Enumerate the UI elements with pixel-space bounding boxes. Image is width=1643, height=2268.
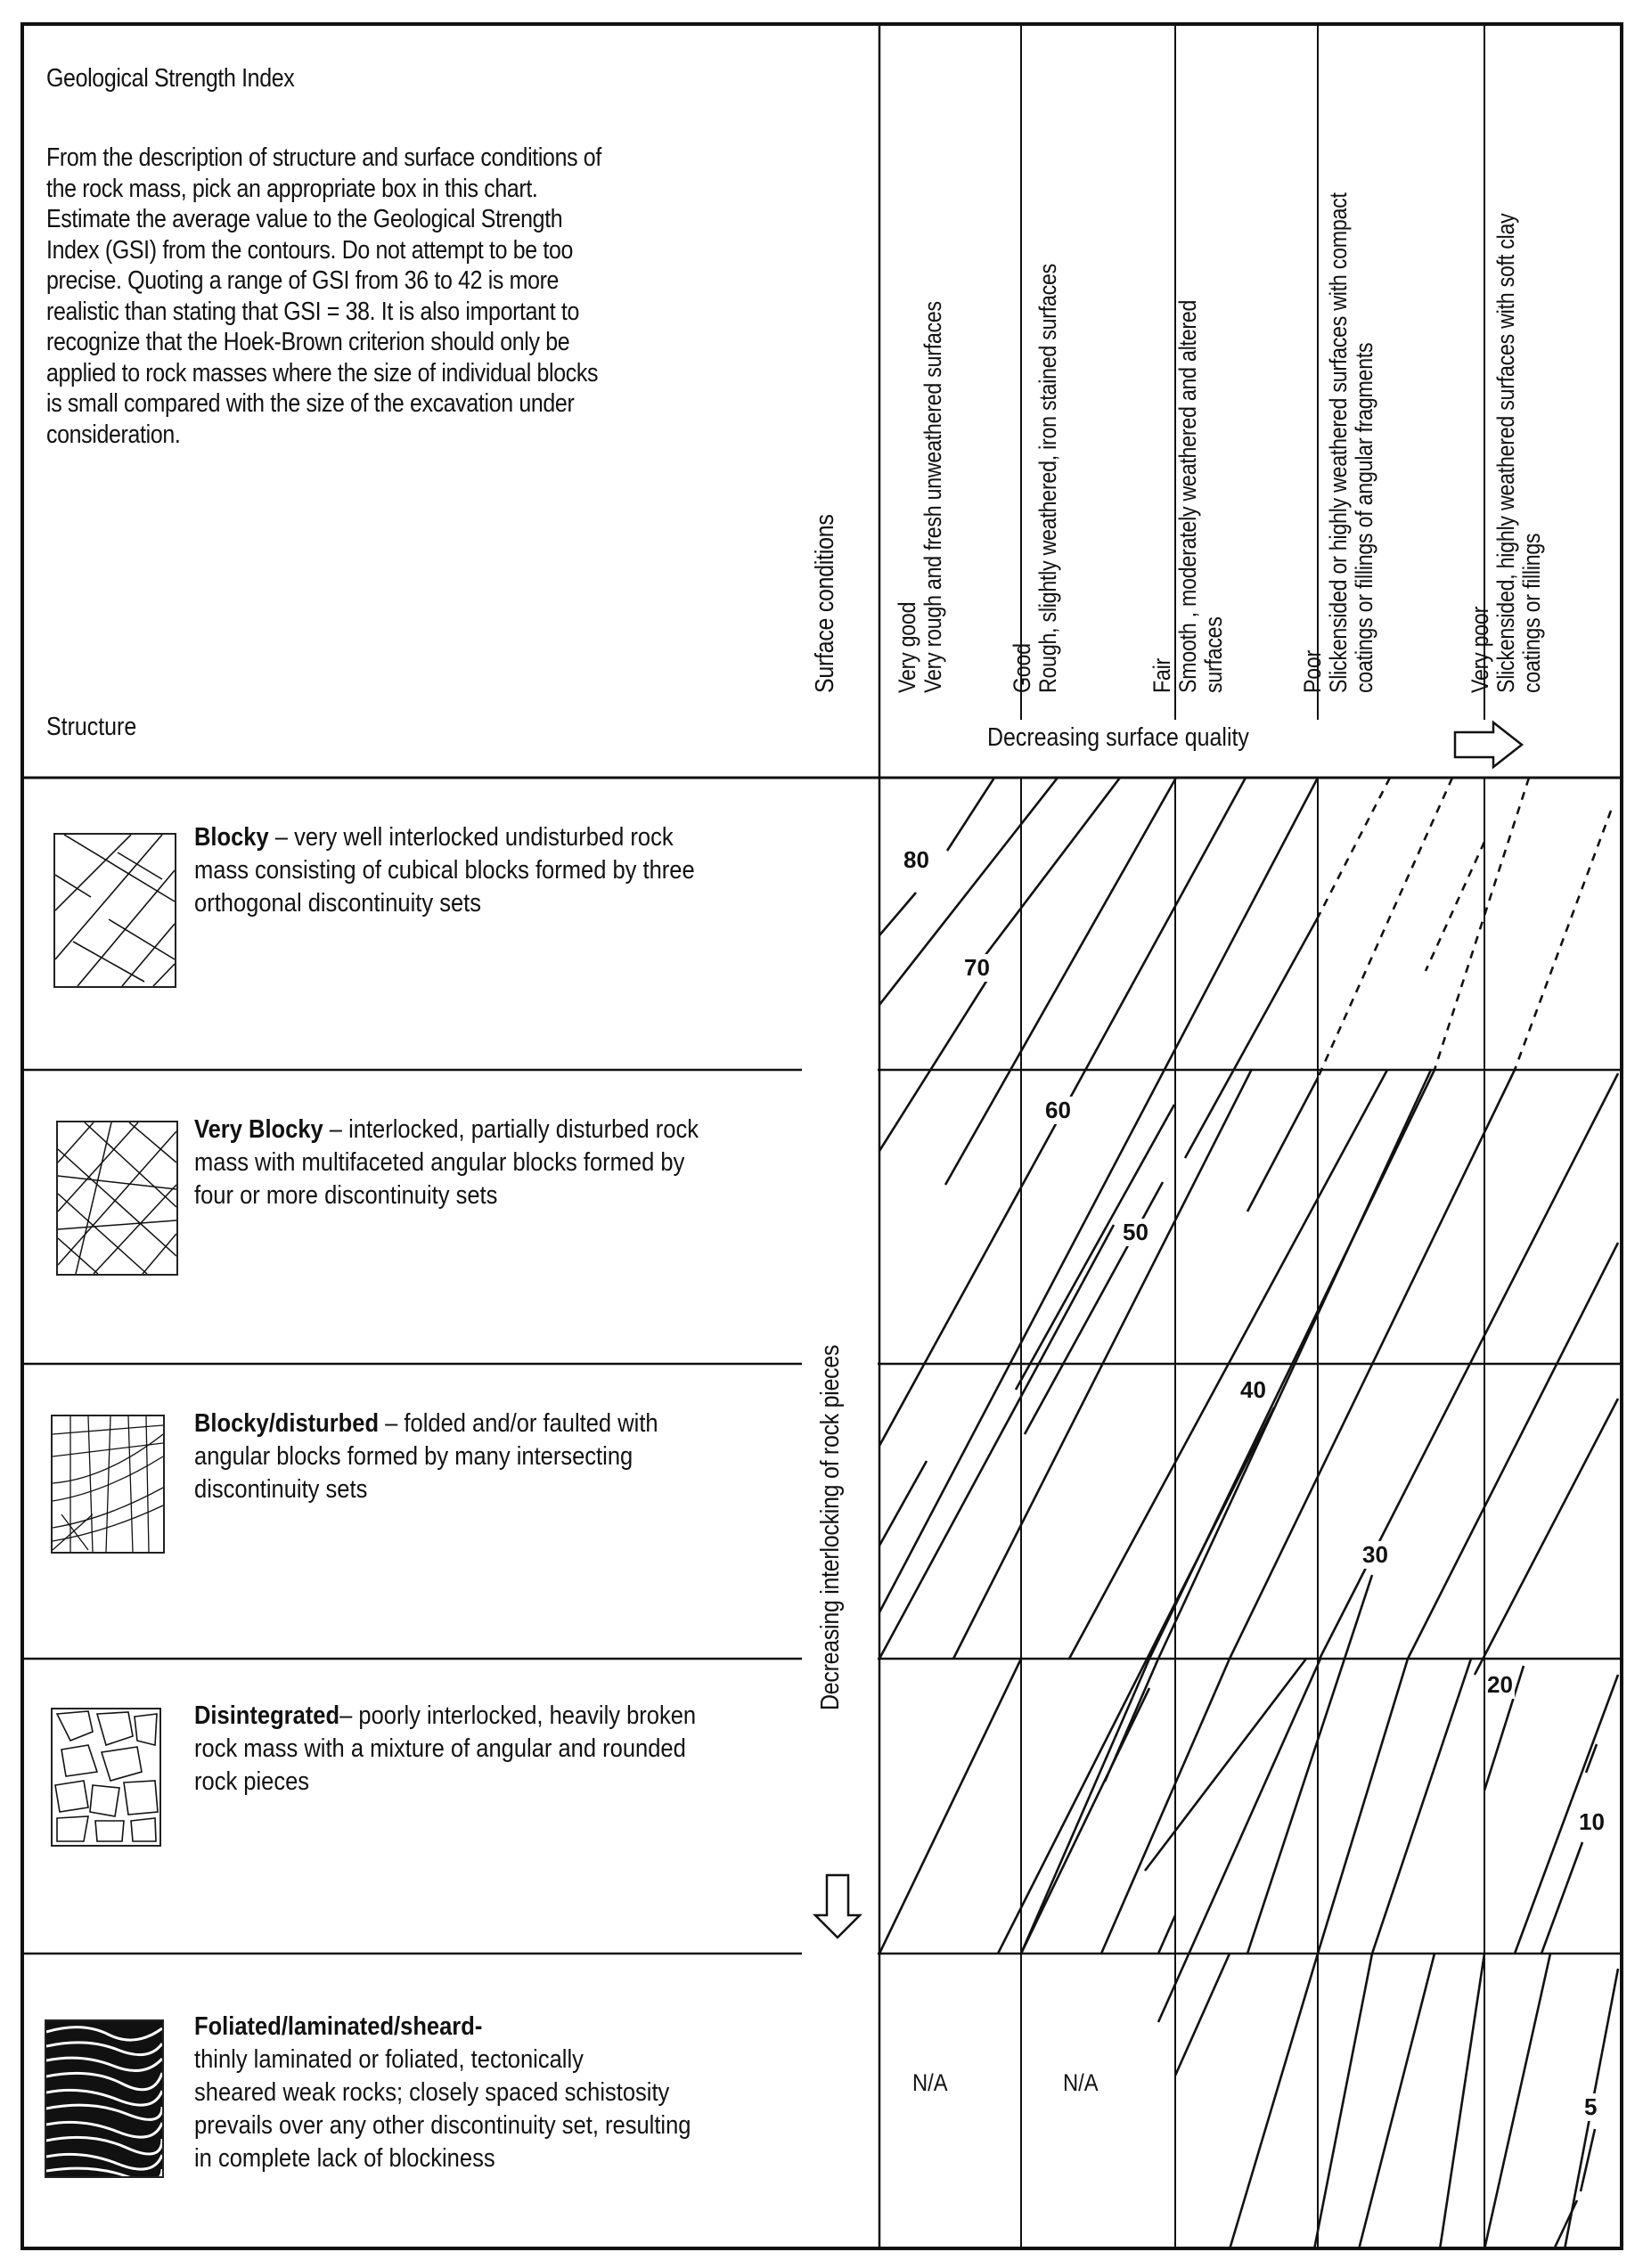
structure-row-disintegrated: Disintegrated– poorly interlocked, heavily broken rock mass with a mixture of angular and rounded rock pieces bbox=[194, 1701, 697, 1796]
column-header-fair: Fair Smooth , moderately weathered and altered surfaces bbox=[1148, 299, 1227, 693]
contour-label-20: 20 bbox=[1487, 1671, 1513, 1698]
foliated-texture-icon bbox=[45, 2019, 164, 2178]
instruction-line: consideration. bbox=[46, 420, 181, 449]
instruction-line: applied to rock masses where the size of individual blocks bbox=[46, 358, 599, 388]
structure-row-foliated: Foliated/laminated/sheard- thinly laminated or foliated, tectonically sheared weak rocks; closely spaced schistosity prevails over any other discontinuity set, resulting in complete lack of blockiness bbox=[194, 2012, 691, 2173]
arrow-right-icon bbox=[1455, 722, 1522, 767]
disintegrated-texture-icon bbox=[51, 1708, 161, 1847]
instruction-line: Index (GSI) from the contours. Do not attempt to be too bbox=[46, 235, 574, 265]
column-header-poor: Poor Slickensided or highly weathered surfaces with compact coatings or fillings of angular fragments bbox=[1299, 192, 1377, 693]
surface-conditions-label: Surface conditions bbox=[811, 514, 839, 693]
very-blocky-texture-icon bbox=[56, 1121, 178, 1276]
column-header-good: Good Rough, slightly weathered, iron stained surfaces bbox=[1009, 264, 1061, 693]
contour-label-70: 70 bbox=[964, 954, 990, 981]
chart-instructions bbox=[46, 143, 759, 450]
column-header-very-good: Very good Very rough and fresh unweathered surfaces bbox=[894, 301, 946, 693]
blocky-disturbed-texture-icon bbox=[51, 1415, 165, 1554]
column-header-very-poor: Very poor Slickensided, highly weathered surfaces with soft clay coatings or fillings bbox=[1467, 213, 1545, 694]
structure-row-blocky: Blocky – very well interlocked undisturbed rock mass consisting of cubical blocks formed by three orthogonal discontinuity sets bbox=[194, 823, 695, 918]
contour-label-50: 50 bbox=[1123, 1219, 1148, 1245]
instruction-line: recognize that the Hoek-Brown criterion should only be bbox=[46, 328, 570, 356]
structure-row-blocky-disturbed: Blocky/disturbed – folded and/or faulted with angular blocks formed by many intersecting discontinuity sets bbox=[194, 1409, 658, 1504]
instruction-line: Estimate the average value to the Geological Strength bbox=[46, 205, 563, 233]
instruction-line: is small compared with the size of the excavation under bbox=[46, 389, 575, 418]
contour-label-60: 60 bbox=[1045, 1097, 1071, 1123]
instruction-line: precise. Quoting a range of GSI from 36 to 42 is more bbox=[46, 266, 560, 295]
contour-label-80: 80 bbox=[903, 846, 929, 873]
instruction-line: the rock mass, pick an appropriate box in this chart. bbox=[46, 174, 538, 203]
structure-row-very-blocky: Very Blocky – interlocked, partially disturbed rock mass with multifaceted angular blocks formed by four or more discontinuity sets bbox=[194, 1115, 699, 1210]
instruction-line: realistic than stating that GSI = 38. It is also important to bbox=[46, 297, 579, 326]
blocky-texture-icon bbox=[53, 833, 176, 988]
contour-label-30: 30 bbox=[1362, 1541, 1388, 1568]
contour-label-5: 5 bbox=[1584, 2093, 1598, 2120]
structure-axis-label: Structure bbox=[46, 713, 137, 741]
na-cell-good: N/A bbox=[1063, 2069, 1099, 2096]
arrow-down-icon bbox=[815, 1875, 860, 1938]
contour-label-10: 10 bbox=[1579, 1808, 1605, 1835]
chart-title: Geological Strength Index bbox=[46, 64, 295, 93]
na-cell-very-good: N/A bbox=[912, 2069, 948, 2096]
contour-label-40: 40 bbox=[1240, 1376, 1266, 1403]
decreasing-surface-quality-label: Decreasing surface quality bbox=[987, 723, 1249, 752]
decreasing-interlocking-label: Decreasing interlocking of rock pieces bbox=[816, 1344, 845, 1710]
instruction-line: From the description of structure and surface conditions of bbox=[46, 143, 601, 172]
